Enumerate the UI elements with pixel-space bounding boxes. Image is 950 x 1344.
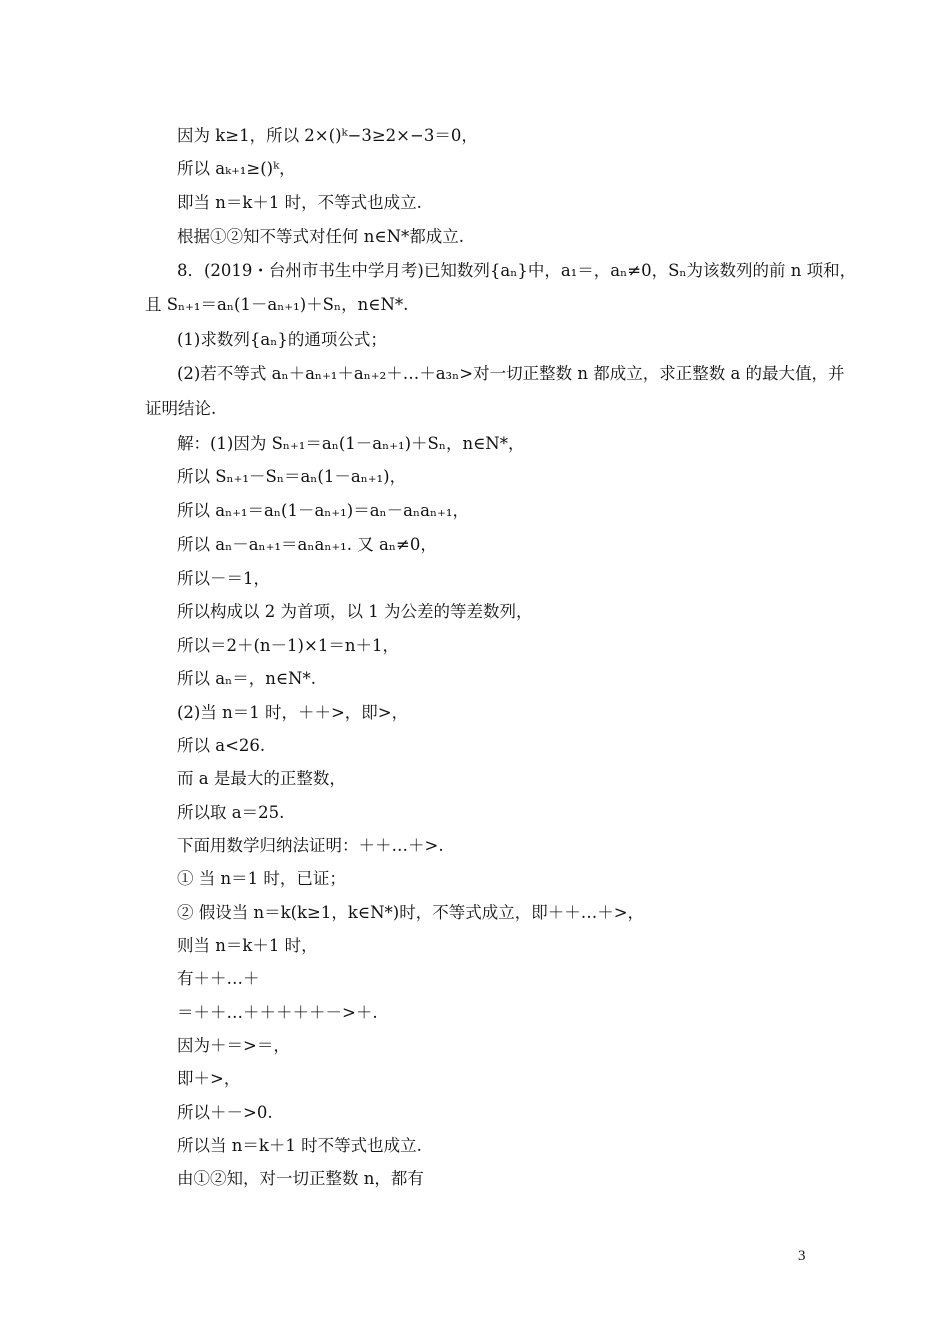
solution-start: 解：(1)因为 Sₙ₊₁＝aₙ(1－aₙ₊₁)＋Sₙ，n∈N*， xyxy=(177,434,525,453)
text-line: 且 Sₙ₊₁＝aₙ(1－aₙ₊₁)＋Sₙ，n∈N*. xyxy=(145,295,409,314)
text-line: 因为＋＝>＝， xyxy=(177,1036,290,1055)
text-line: 所以 Sₙ₊₁－Sₙ＝aₙ(1－aₙ₊₁)， xyxy=(177,467,407,486)
text-line: 即当 n＝k＋1 时，不等式也成立. xyxy=(177,193,422,212)
text-line: 所以 aₙ₊₁＝aₙ(1－aₙ₊₁)＝aₙ－aₙaₙ₊₁， xyxy=(177,501,469,520)
text-line: 由①②知，对一切正整数 n，都有 xyxy=(177,1169,424,1188)
text-line: 所以取 a＝25. xyxy=(177,803,285,822)
text-line: (2)若不等式 aₙ＋aₙ₊₁＋aₙ₊₂＋…＋a₃ₙ>对一切正整数 n 都成立，求正整数 a 的最大值，并 xyxy=(177,364,845,383)
text-line: 所以当 n＝k＋1 时不等式也成立. xyxy=(177,1136,422,1155)
text-line: 所以构成以 2 为首项，以 1 为公差的等差数列， xyxy=(177,602,533,621)
text-line: 因为 k≥1，所以 2×()ᵏ−3≥2×−3＝0， xyxy=(177,126,478,145)
text-line: 所以 aₙ－aₙ₊₁＝aₙaₙ₊₁. 又 aₙ≠0， xyxy=(177,535,437,554)
text-line: 则当 n＝k＋1 时， xyxy=(177,936,318,955)
text-line: ② 假设当 n＝k(k≥1，k∈N*)时，不等式成立，即＋＋…＋>， xyxy=(177,903,645,922)
text-line: 所以 aₖ₊₁≥()ᵏ， xyxy=(177,159,296,178)
text-line: ① 当 n＝1 时，已证； xyxy=(177,869,346,888)
text-line: 即＋>， xyxy=(177,1069,241,1088)
text-line: ＝＋＋…＋＋＋＋＋－>＋. xyxy=(177,1003,378,1022)
text-line: 根据①②知不等式对任何 n∈N*都成立. xyxy=(177,227,465,246)
page-number: 3 xyxy=(798,1248,806,1264)
text-line: 下面用数学归纳法证明：＋＋…＋>. xyxy=(177,836,444,855)
text-line: 所以＋－>0. xyxy=(177,1103,273,1122)
text-line: 所以 aₙ＝，n∈N*. xyxy=(177,669,316,688)
problem-heading: 8．(2019・台州市书生中学月考)已知数列{aₙ}中，a₁＝，aₙ≠0，Sₙ为该数列的前 n 项和， xyxy=(177,261,857,280)
text-line: 有＋＋…＋ xyxy=(177,969,260,988)
text-line: 所以－＝1， xyxy=(177,569,270,588)
text-line: 所以＝2＋(n－1)×1＝n＋1， xyxy=(177,636,399,655)
text-line: 证明结论. xyxy=(145,399,217,418)
text-line: 而 a 是最大的正整数， xyxy=(177,769,346,788)
text-line: 所以 a<26. xyxy=(177,736,266,755)
text-line: (1)求数列{aₙ}的通项公式； xyxy=(177,330,387,349)
text-line: (2)当 n＝1 时，＋＋>，即>， xyxy=(177,703,409,722)
